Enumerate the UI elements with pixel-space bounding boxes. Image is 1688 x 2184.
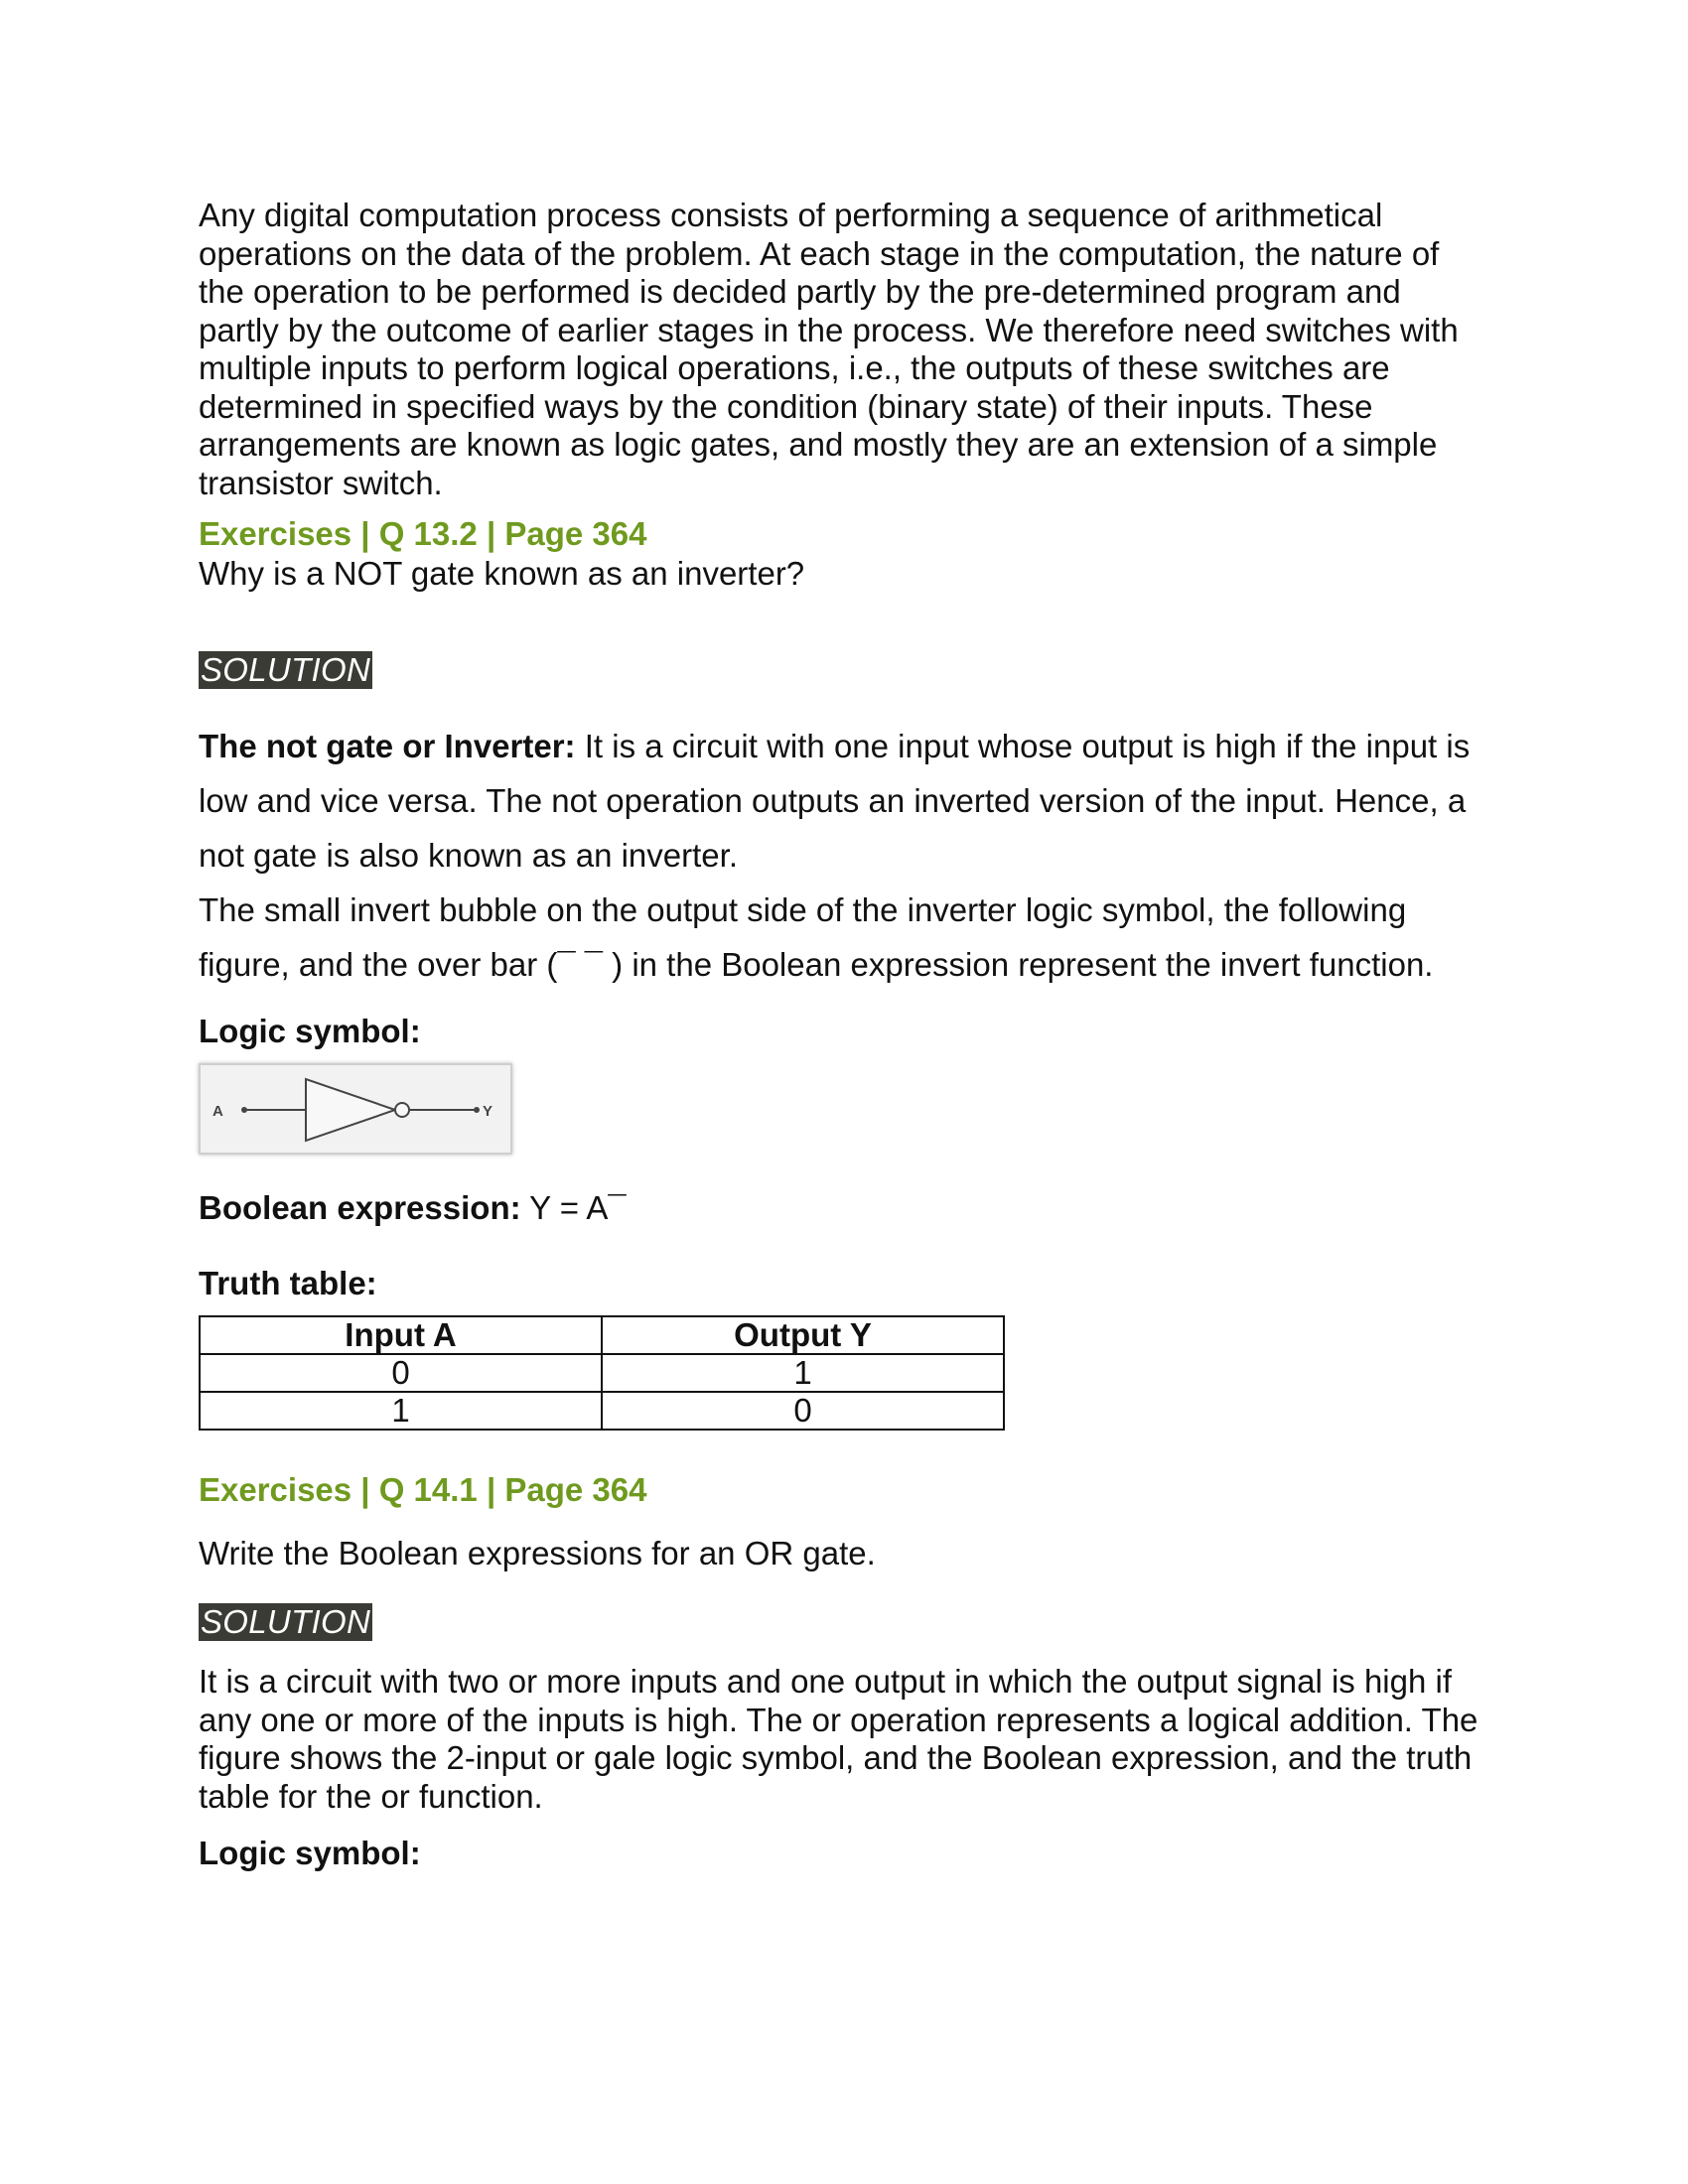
header-output: Output Y bbox=[602, 1316, 1004, 1354]
solution-badge-wrap-2 bbox=[199, 1603, 1489, 1641]
definition-term: The not gate or Inverter: bbox=[199, 728, 576, 764]
solution-badge: SOLUTION bbox=[201, 651, 371, 688]
invert-bubble-paragraph: The small invert bubble on the output side of the inverter logic symbol, the following figure, and the over bar (¯ ¯ ) in the Boolean expression represent the invert function. bbox=[199, 891, 1434, 983]
definition-text: It is a circuit with one input whose output is high if the input is low and vice versa. The not operation outputs an inverted version of the input. Hence, a not gate is also known as an inverter. bbox=[199, 728, 1471, 874]
table-cell: 0 bbox=[200, 1354, 602, 1392]
table-row bbox=[200, 1392, 1004, 1430]
not-gate-definition bbox=[199, 719, 1489, 883]
solution-badge-wrap bbox=[199, 651, 1489, 689]
boolean-value: Y = A¯ bbox=[520, 1189, 627, 1226]
table-header-row bbox=[200, 1316, 1004, 1354]
truth-table-label: Truth table: bbox=[199, 1265, 377, 1301]
buffer-triangle bbox=[306, 1079, 395, 1141]
invert-bubble bbox=[395, 1103, 409, 1117]
table-cell: 1 bbox=[602, 1354, 1004, 1392]
exercise-heading-13-2: Exercises | Q 13.2 | Page 364 bbox=[199, 515, 647, 552]
table-cell: 1 bbox=[200, 1392, 602, 1430]
table-row bbox=[200, 1354, 1004, 1392]
boolean-expression bbox=[199, 1188, 1489, 1228]
gate-output-label: Y bbox=[483, 1103, 493, 1120]
output-terminal-dot bbox=[474, 1107, 480, 1113]
logic-symbol-label: Logic symbol: bbox=[199, 1013, 421, 1049]
table-cell: 0 bbox=[602, 1392, 1004, 1430]
not-truth-table bbox=[199, 1315, 1005, 1431]
document-page bbox=[199, 197, 1489, 1873]
question-14-1: Write the Boolean expressions for an OR gate. bbox=[199, 1535, 876, 1571]
gate-input-label: A bbox=[212, 1103, 223, 1120]
header-input: Input A bbox=[200, 1316, 602, 1354]
intro-paragraph: Any digital computation process consists of performing a sequence of arithmetical operations on the data of the problem. At each stage in the computation, the nature of the operation to be performed is decided partly by the pre-determined program and partly by the outcome of earlier stages in the process. We therefore need switches with multiple inputs to perform logical operations, i.e., the outputs of these switches are determined in specified ways by the condition (binary state) of their inputs. These arrangements are known as logic gates, and mostly they are an extension of a simple transistor switch. bbox=[199, 197, 1459, 501]
logic-symbol-label-2: Logic symbol: bbox=[199, 1835, 421, 1871]
exercise-heading-14-1: Exercises | Q 14.1 | Page 364 bbox=[199, 1471, 647, 1508]
not-gate-diagram bbox=[201, 1065, 510, 1153]
not-gate-logic-symbol bbox=[199, 1063, 512, 1155]
or-gate-answer: It is a circuit with two or more inputs and one output in which the output signal is high if any one or more of the inputs is high. The or operation represents a logical addition. The figure shows the 2-input or gale logic symbol, and the Boolean expression, and the truth table for the or function. bbox=[199, 1663, 1478, 1815]
question-13-2: Why is a NOT gate known as an inverter? bbox=[199, 555, 805, 592]
boolean-label: Boolean expression: bbox=[199, 1189, 521, 1226]
solution-badge: SOLUTION bbox=[201, 1603, 371, 1640]
